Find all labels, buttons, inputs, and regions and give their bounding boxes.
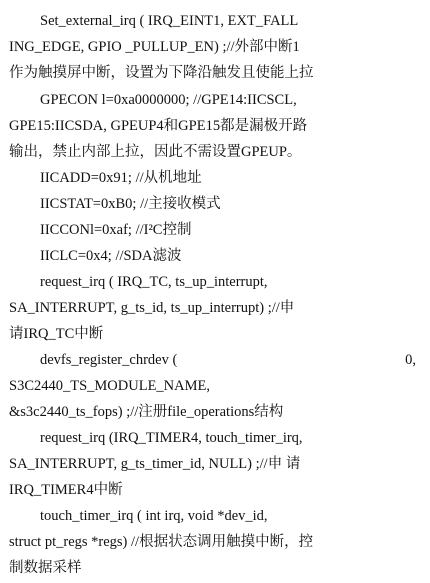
code-line: IICSTAT=0xB0; //主接收模式 bbox=[40, 196, 221, 212]
code-line: S3C2440_TS_MODULE_NAME, bbox=[9, 378, 210, 394]
code-line: &s3c2440_ts_fops) ;//注册file_operations结构 bbox=[9, 404, 284, 420]
code-line: touch_timer_irq ( int irq, void *dev_id, bbox=[40, 508, 268, 524]
code-line: Set_external_irq ( IRQ_EINT1, EXT_FALL bbox=[40, 13, 299, 29]
code-line: 请IRQ_TC中断 bbox=[9, 326, 104, 342]
code-line: SA_INTERRUPT, g_ts_timer_id, NULL) ;//申 请 bbox=[9, 456, 301, 472]
code-line: request_irq ( IRQ_TC, ts_up_interrupt, bbox=[40, 274, 268, 290]
code-line: IICLC=0x4; //SDA滤波 bbox=[40, 248, 182, 264]
code-line: struct pt_regs *regs) //根据状态调用触摸中断，控 bbox=[9, 534, 314, 550]
code-line: request_irq (IRQ_TIMER4, touch_timer_irq, bbox=[40, 430, 303, 446]
code-line: IRQ_TIMER4中断 bbox=[9, 482, 123, 498]
code-line: ING_EDGE, GPIO _PULLUP_EN) ;//外部中断1 bbox=[9, 39, 300, 55]
code-line: devfs_register_chrdev ( bbox=[40, 352, 178, 368]
code-line: GPECON l=0xa0000000; //GPE14:IICSCL, bbox=[40, 92, 297, 108]
code-line: 输出，禁止内部上拉，因此不需设置GPEUP。 bbox=[9, 144, 302, 160]
code-line: GPE15:IICSDA, GPEUP4和GPE15都是漏极开路 bbox=[9, 118, 308, 134]
code-line: SA_INTERRUPT, g_ts_id, ts_up_interrupt) ;//申 bbox=[9, 300, 295, 316]
code-line: IICCONl=0xaf; //I²C控制 bbox=[40, 222, 192, 238]
code-line-right-value: 0, bbox=[405, 352, 416, 368]
code-line: IICADD=0x91; //从机地址 bbox=[40, 170, 202, 186]
code-line: 作为触摸屏中断，设置为下降沿触发且使能上拉 bbox=[9, 65, 314, 81]
code-line: 制数据采样 bbox=[9, 560, 82, 576]
